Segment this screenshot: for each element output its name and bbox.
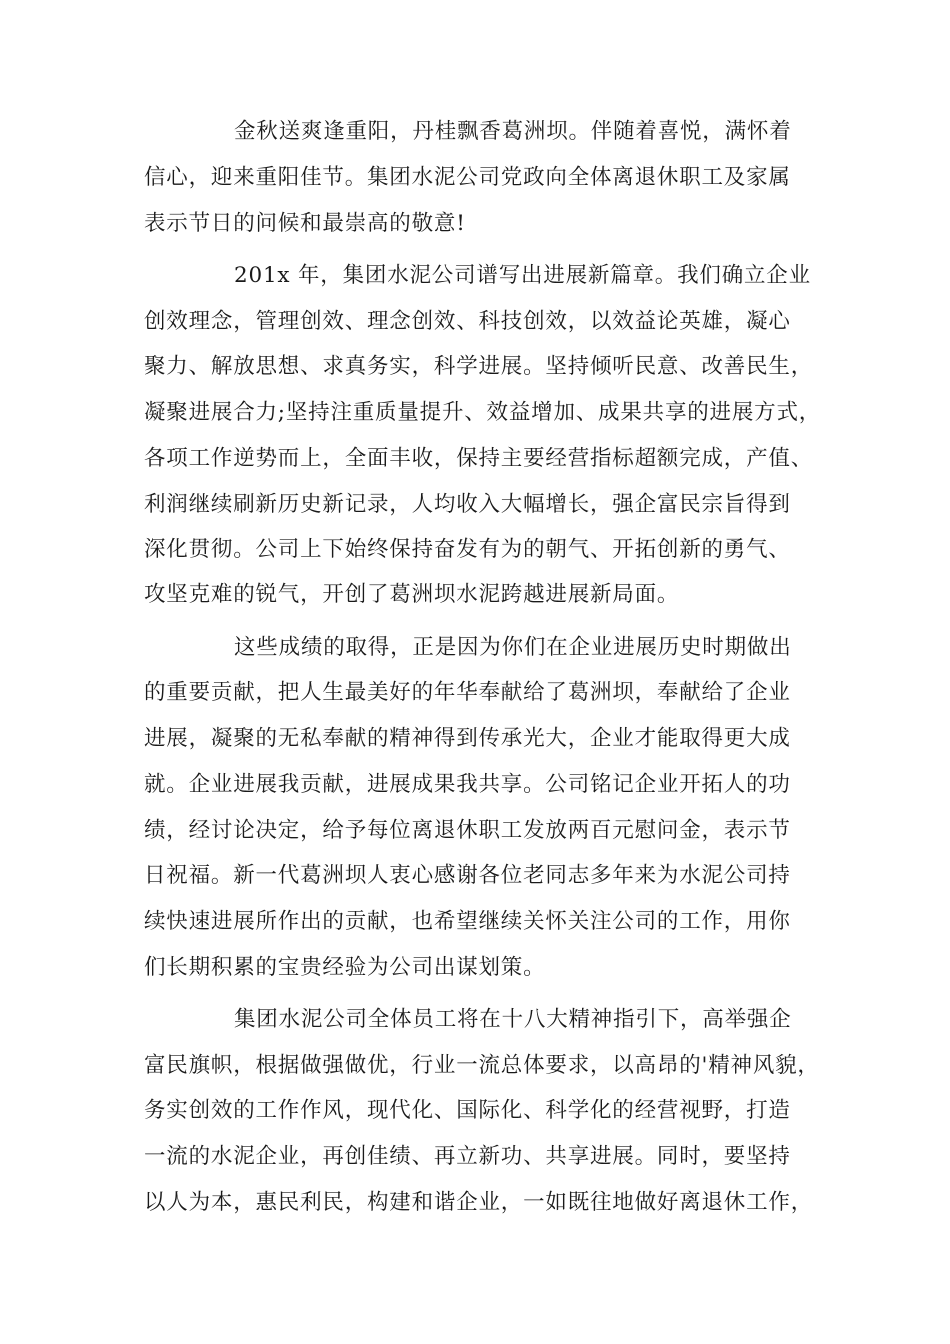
paragraph-3-line-4: 就。企业进展我贡献，进展成果我共享。公司铭记企业开拓人的功: [144, 772, 791, 797]
paragraph-3-line-5: 绩，经讨论决定，给予每位离退休职工发放两百元慰问金，表示节: [144, 818, 791, 843]
paragraph-4-line-2: 富民旗帜，根据做强做优，行业一流总体要求，以高昂的'精神风貌，: [144, 1053, 820, 1078]
paragraph-2-line-5: 各项工作逆势而上，全面丰收，保持主要经营指标超额完成，产值、: [144, 446, 814, 471]
paragraph-2-line-7: 深化贯彻。公司上下始终保持奋发有为的朝气、开拓创新的勇气、: [144, 537, 791, 562]
paragraph-1-line-2: 信心，迎来重阳佳节。集团水泥公司党政向全体离退休职工及家属: [144, 165, 791, 190]
paragraph-3-line-6: 日祝福。新一代葛洲坝人衷心感谢各位老同志多年来为水泥公司持: [144, 863, 791, 888]
paragraph-3-line-7: 续快速进展所作出的贡献，也希望继续关怀关注公司的工作，用你: [144, 909, 791, 934]
paragraph-4-line-1: 集团水泥公司全体员工将在十八大精神指引下，高举强企: [234, 1007, 792, 1032]
paragraph-4-line-4: 一流的水泥企业，再创佳绩、再立新功、共享进展。同时，要坚持: [144, 1144, 791, 1169]
paragraph-2-line-6: 利润继续刷新历史新记录，人均收入大幅增长，强企富民宗旨得到: [144, 492, 791, 517]
paragraph-3-line-2: 的重要贡献，把人生最美好的年华奉献给了葛洲坝，奉献给了企业: [144, 680, 791, 705]
paragraph-2-line-3: 聚力、解放思想、求真务实，科学进展。坚持倾听民意、改善民生，: [144, 354, 814, 379]
paragraph-2-line-8: 攻坚克难的锐气，开创了葛洲坝水泥跨越进展新局面。: [144, 582, 680, 607]
paragraph-1-line-3: 表示节日的问候和最崇高的敬意!: [144, 211, 466, 236]
paragraph-1-line-1: 金秋送爽逢重阳，丹桂飘香葛洲坝。伴随着喜悦，满怀着: [234, 119, 792, 144]
paragraph-4-line-5: 以人为本，惠民利民，构建和谐企业，一如既往地做好离退休工作，: [144, 1190, 814, 1215]
paragraph-2-line-4: 凝聚进展合力;坚持注重质量提升、效益增加、成果共享的进展方式，: [144, 400, 822, 425]
paragraph-3-line-3: 进展，凝聚的无私奉献的精神得到传承光大，企业才能取得更大成: [144, 726, 791, 751]
paragraph-3-line-1: 这些成绩的取得，正是因为你们在企业进展历史时期做出: [234, 635, 792, 660]
paragraph-3-line-8: 们长期积累的宝贵经验为公司出谋划策。: [144, 955, 546, 980]
paragraph-4-line-3: 务实创效的工作作风，现代化、国际化、科学化的经营视野，打造: [144, 1098, 791, 1123]
paragraph-2-line-2: 创效理念，管理创效、理念创效、科技创效，以效益论英雄，凝心: [144, 309, 791, 334]
paragraph-2-line-1: 201x 年，集团水泥公司谱写出进展新篇章。我们确立企业: [234, 263, 811, 288]
